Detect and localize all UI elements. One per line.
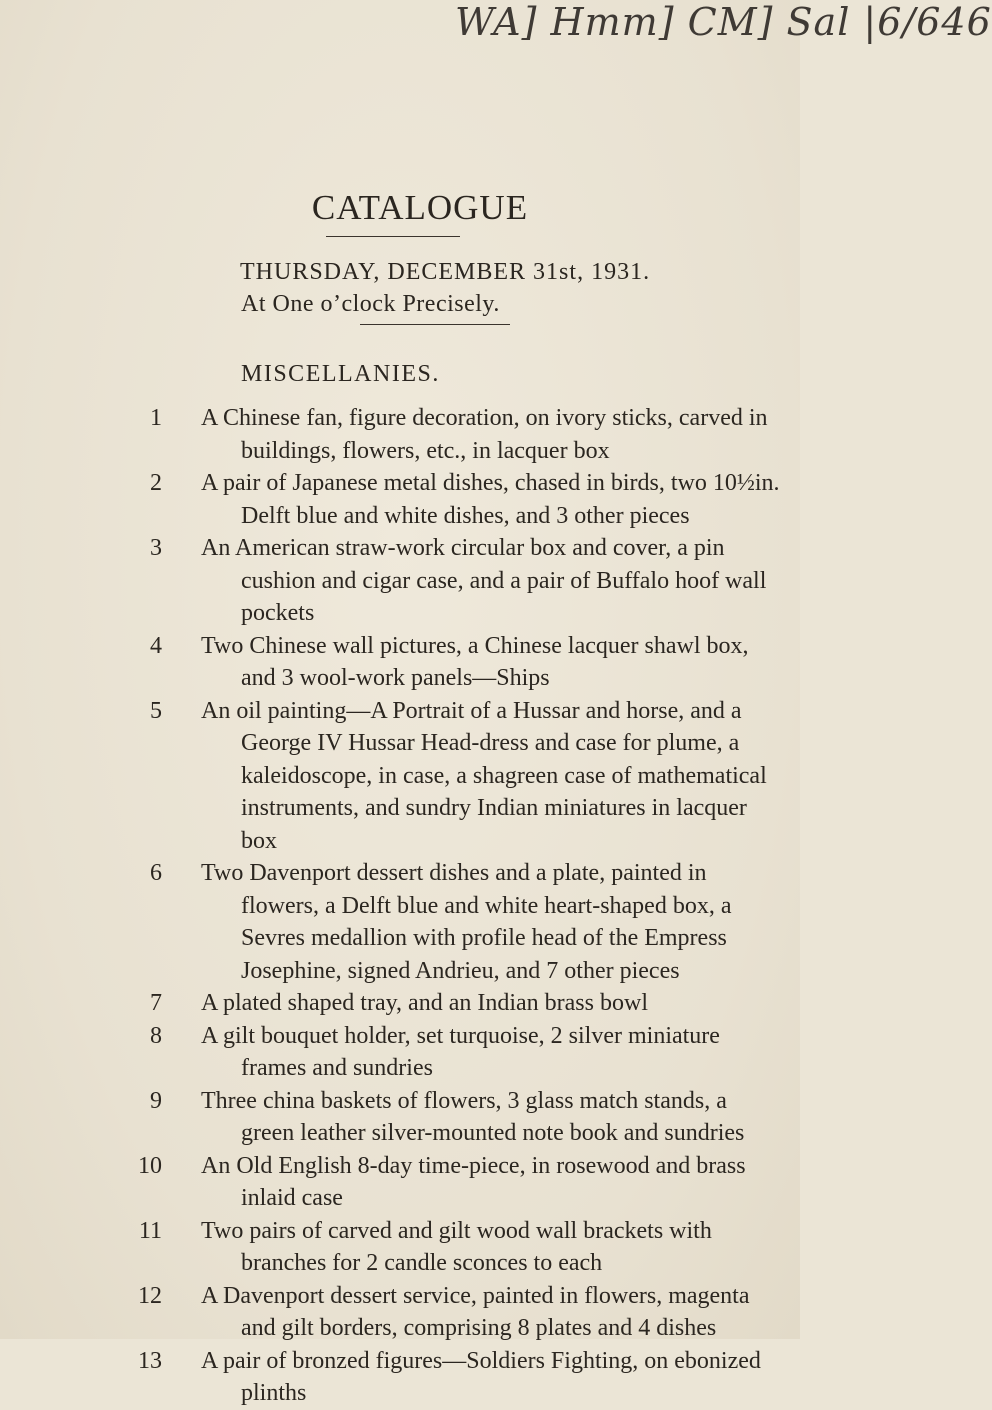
lot-number: 2 — [150, 470, 162, 496]
lot-description: A pair of bronzed figures—Soldiers Fighting, on ebonized plinths — [201, 1347, 761, 1406]
lot-description: An American straw-work circular box and cover, a pin cushion and cigar case, and a pair of Buffalo hoof wall pockets — [201, 535, 767, 626]
lot-description: A Davenport dessert service, painted in flowers, magenta and gilt borders, comprising 8 plates and 4 dishes — [201, 1282, 750, 1341]
lot-number: 8 — [150, 1022, 162, 1049]
sale-date: THURSDAY, DECEMBER 31st, 1931. — [240, 259, 651, 285]
lot-item — [0, 987, 800, 1020]
lot-item — [0, 1020, 800, 1085]
lot-number: 13 — [138, 1347, 162, 1374]
lot-item — [0, 1085, 800, 1150]
lot-description: Two Davenport dessert dishes and a plate, painted in flowers, a Delft blue and white heart-shaped box, a Sevres medallion with profile head of the Empress Josephine, signed Andrieu, and 7 other pieces — [201, 860, 732, 984]
lot-item — [0, 630, 800, 695]
lot-item — [0, 532, 800, 630]
lot-item — [0, 857, 800, 987]
catalogue-title: CATALOGUE — [311, 188, 529, 227]
lot-number: 5 — [150, 697, 162, 724]
lot-number: 11 — [138, 1217, 162, 1244]
sale-time: At One o’clock Precisely. — [241, 291, 500, 317]
lot-description: A gilt bouquet holder, set turquoise, 2 silver miniature frames and sundries — [201, 1022, 720, 1081]
lot-item — [0, 402, 800, 467]
lot-description: A plated shaped tray, and an Indian brass bowl — [201, 990, 648, 1016]
lot-description: Two Chinese wall pictures, a Chinese lacquer shawl box, and 3 wool-work panels—Ships — [201, 632, 749, 691]
lot-description: A pair of Japanese metal dishes, chased in birds, two 10½in. Delft blue and white dishes, and 3 other pieces — [201, 470, 780, 529]
lot-number: 12 — [138, 1282, 162, 1309]
title-divider — [326, 236, 460, 237]
lot-number: 7 — [150, 990, 162, 1016]
lot-description: A Chinese fan, figure decoration, on ivory sticks, carved in buildings, flowers, etc., in lacquer box — [201, 405, 768, 464]
lot-list — [0, 402, 800, 1410]
lot-description: Two pairs of carved and gilt wood wall brackets with branches for 2 candle sconces to each — [201, 1217, 712, 1276]
lot-description: An oil painting—A Portrait of a Hussar and horse, and a George IV Hussar Head-dress and case for plume, a kaleidoscope, in case, a shagreen case of mathematical instruments, and sundry Indian miniatures in lacquer box — [201, 697, 767, 854]
lot-number: 4 — [150, 632, 162, 659]
lot-number: 6 — [150, 860, 162, 886]
lot-item — [0, 1215, 800, 1280]
lot-item — [0, 1345, 800, 1410]
lot-number: 9 — [150, 1087, 162, 1114]
time-divider — [360, 324, 510, 325]
section-heading: MISCELLANIES. — [241, 361, 440, 387]
lot-item — [0, 1280, 800, 1345]
lot-number: 1 — [150, 405, 162, 431]
lot-number: 10 — [138, 1152, 162, 1179]
lot-item — [0, 467, 800, 532]
lot-number: 3 — [150, 535, 162, 561]
lot-item — [0, 695, 800, 858]
lot-description: An Old English 8-day time-piece, in rosewood and brass inlaid case — [201, 1152, 746, 1211]
handwritten-annotation: WA] Hmm] CM] Sal |6/646 — [455, 0, 992, 44]
lot-item — [0, 1150, 800, 1215]
lot-description: Three china baskets of flowers, 3 glass match stands, a green leather silver-mounted note book and sundries — [201, 1087, 745, 1146]
